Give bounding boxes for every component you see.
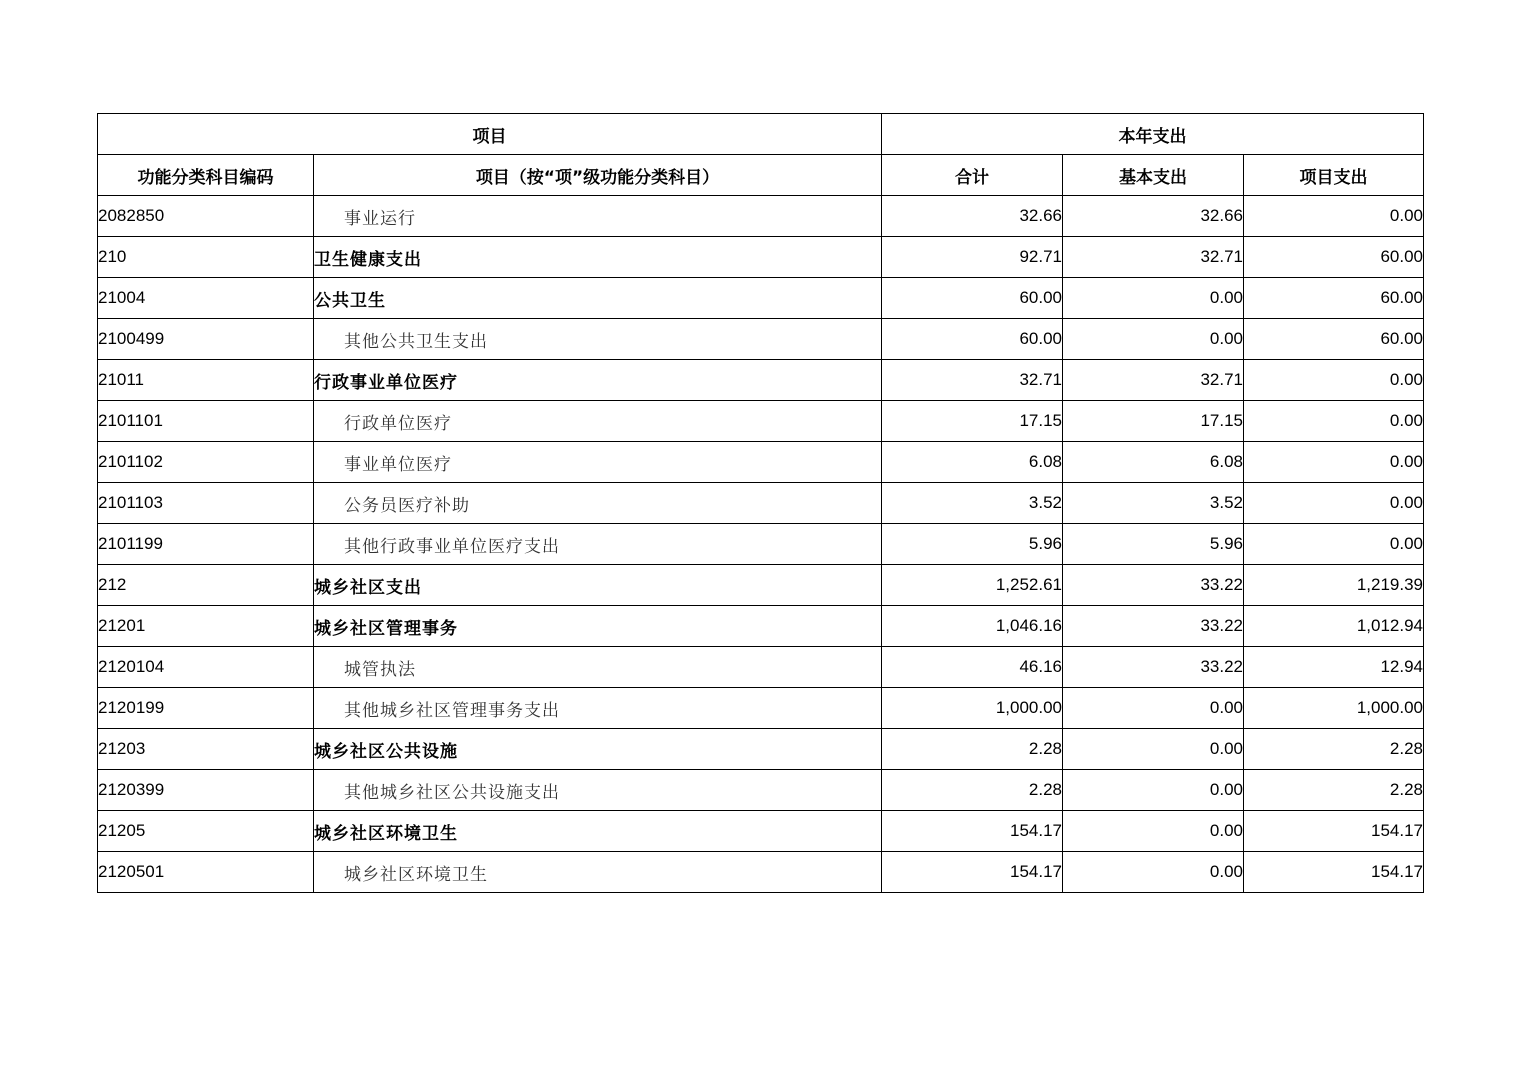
- table-body: [98, 196, 1424, 893]
- header-basic: 基本支出: [1063, 155, 1244, 196]
- table-row: [98, 647, 1424, 688]
- cell-project: 60.00: [1244, 319, 1424, 360]
- cell-total: 32.71: [882, 360, 1063, 401]
- cell-code: 21205: [98, 811, 314, 852]
- cell-name: 行政事业单位医疗: [314, 360, 882, 401]
- cell-total: 60.00: [882, 278, 1063, 319]
- cell-code: 2082850: [98, 196, 314, 237]
- cell-name: 事业运行: [314, 196, 882, 237]
- cell-name: 城乡社区环境卫生: [314, 852, 882, 893]
- table-row: [98, 278, 1424, 319]
- cell-project: 2.28: [1244, 729, 1424, 770]
- cell-code: 2120104: [98, 647, 314, 688]
- cell-project: 2.28: [1244, 770, 1424, 811]
- cell-project: 154.17: [1244, 811, 1424, 852]
- cell-total: 1,000.00: [882, 688, 1063, 729]
- cell-name: 公务员医疗补助: [314, 483, 882, 524]
- cell-name: 城乡社区公共设施: [314, 729, 882, 770]
- cell-total: 32.66: [882, 196, 1063, 237]
- cell-basic: 33.22: [1063, 647, 1244, 688]
- cell-code: 2101102: [98, 442, 314, 483]
- cell-total: 6.08: [882, 442, 1063, 483]
- cell-code: 2100499: [98, 319, 314, 360]
- cell-total: 1,252.61: [882, 565, 1063, 606]
- cell-basic: 32.66: [1063, 196, 1244, 237]
- cell-code: 2101101: [98, 401, 314, 442]
- cell-code: 21201: [98, 606, 314, 647]
- cell-basic: 0.00: [1063, 770, 1244, 811]
- table-row: [98, 606, 1424, 647]
- header-group-item: 项目: [98, 114, 882, 155]
- table-row: [98, 360, 1424, 401]
- cell-name: 其他城乡社区管理事务支出: [314, 688, 882, 729]
- header-group-row: [98, 114, 1424, 155]
- cell-total: 5.96: [882, 524, 1063, 565]
- cell-total: 1,046.16: [882, 606, 1063, 647]
- table-header: [98, 114, 1424, 196]
- table-row: [98, 524, 1424, 565]
- cell-project: 1,012.94: [1244, 606, 1424, 647]
- table-row: [98, 729, 1424, 770]
- cell-project: 0.00: [1244, 483, 1424, 524]
- cell-name: 公共卫生: [314, 278, 882, 319]
- cell-total: 3.52: [882, 483, 1063, 524]
- cell-code: 210: [98, 237, 314, 278]
- table-row: [98, 688, 1424, 729]
- cell-code: 2120501: [98, 852, 314, 893]
- cell-project: 154.17: [1244, 852, 1424, 893]
- cell-name: 城乡社区支出: [314, 565, 882, 606]
- table-row: [98, 565, 1424, 606]
- cell-project: 1,000.00: [1244, 688, 1424, 729]
- cell-basic: 5.96: [1063, 524, 1244, 565]
- cell-code: 212: [98, 565, 314, 606]
- cell-total: 154.17: [882, 811, 1063, 852]
- cell-total: 154.17: [882, 852, 1063, 893]
- cell-code: 2101103: [98, 483, 314, 524]
- cell-name: 行政单位医疗: [314, 401, 882, 442]
- cell-basic: 32.71: [1063, 360, 1244, 401]
- cell-project: 0.00: [1244, 401, 1424, 442]
- header-group-expenditure: 本年支出: [882, 114, 1424, 155]
- cell-total: 92.71: [882, 237, 1063, 278]
- cell-total: 2.28: [882, 729, 1063, 770]
- header-project: 项目支出: [1244, 155, 1424, 196]
- header-column-row: [98, 155, 1424, 196]
- cell-basic: 0.00: [1063, 852, 1244, 893]
- cell-name: 其他城乡社区公共设施支出: [314, 770, 882, 811]
- cell-name: 事业单位医疗: [314, 442, 882, 483]
- cell-total: 17.15: [882, 401, 1063, 442]
- cell-project: 60.00: [1244, 237, 1424, 278]
- cell-basic: 33.22: [1063, 606, 1244, 647]
- cell-basic: 0.00: [1063, 811, 1244, 852]
- cell-basic: 17.15: [1063, 401, 1244, 442]
- cell-code: 2101199: [98, 524, 314, 565]
- cell-code: 21004: [98, 278, 314, 319]
- table-row: [98, 237, 1424, 278]
- expenditure-table: [97, 113, 1424, 893]
- cell-basic: 32.71: [1063, 237, 1244, 278]
- cell-project: 12.94: [1244, 647, 1424, 688]
- table-row: [98, 319, 1424, 360]
- cell-basic: 6.08: [1063, 442, 1244, 483]
- cell-code: 21011: [98, 360, 314, 401]
- cell-total: 60.00: [882, 319, 1063, 360]
- table-row: [98, 401, 1424, 442]
- cell-project: 0.00: [1244, 524, 1424, 565]
- cell-basic: 3.52: [1063, 483, 1244, 524]
- cell-name: 其他公共卫生支出: [314, 319, 882, 360]
- table-row: [98, 442, 1424, 483]
- table-row: [98, 852, 1424, 893]
- cell-code: 21203: [98, 729, 314, 770]
- cell-project: 0.00: [1244, 196, 1424, 237]
- cell-basic: 0.00: [1063, 729, 1244, 770]
- cell-basic: 0.00: [1063, 688, 1244, 729]
- cell-name: 城乡社区环境卫生: [314, 811, 882, 852]
- table-row: [98, 811, 1424, 852]
- cell-total: 46.16: [882, 647, 1063, 688]
- cell-code: 2120199: [98, 688, 314, 729]
- cell-name: 其他行政事业单位医疗支出: [314, 524, 882, 565]
- table-row: [98, 196, 1424, 237]
- cell-basic: 0.00: [1063, 319, 1244, 360]
- table-row: [98, 770, 1424, 811]
- cell-code: 2120399: [98, 770, 314, 811]
- cell-name: 卫生健康支出: [314, 237, 882, 278]
- cell-project: 1,219.39: [1244, 565, 1424, 606]
- table-row: [98, 483, 1424, 524]
- cell-basic: 33.22: [1063, 565, 1244, 606]
- cell-name: 城管执法: [314, 647, 882, 688]
- cell-basic: 0.00: [1063, 278, 1244, 319]
- header-code: 功能分类科目编码: [98, 155, 314, 196]
- cell-name: 城乡社区管理事务: [314, 606, 882, 647]
- cell-project: 60.00: [1244, 278, 1424, 319]
- cell-project: 0.00: [1244, 360, 1424, 401]
- cell-project: 0.00: [1244, 442, 1424, 483]
- header-name: 项目（按“项”级功能分类科目）: [314, 155, 882, 196]
- cell-total: 2.28: [882, 770, 1063, 811]
- header-total: 合计: [882, 155, 1063, 196]
